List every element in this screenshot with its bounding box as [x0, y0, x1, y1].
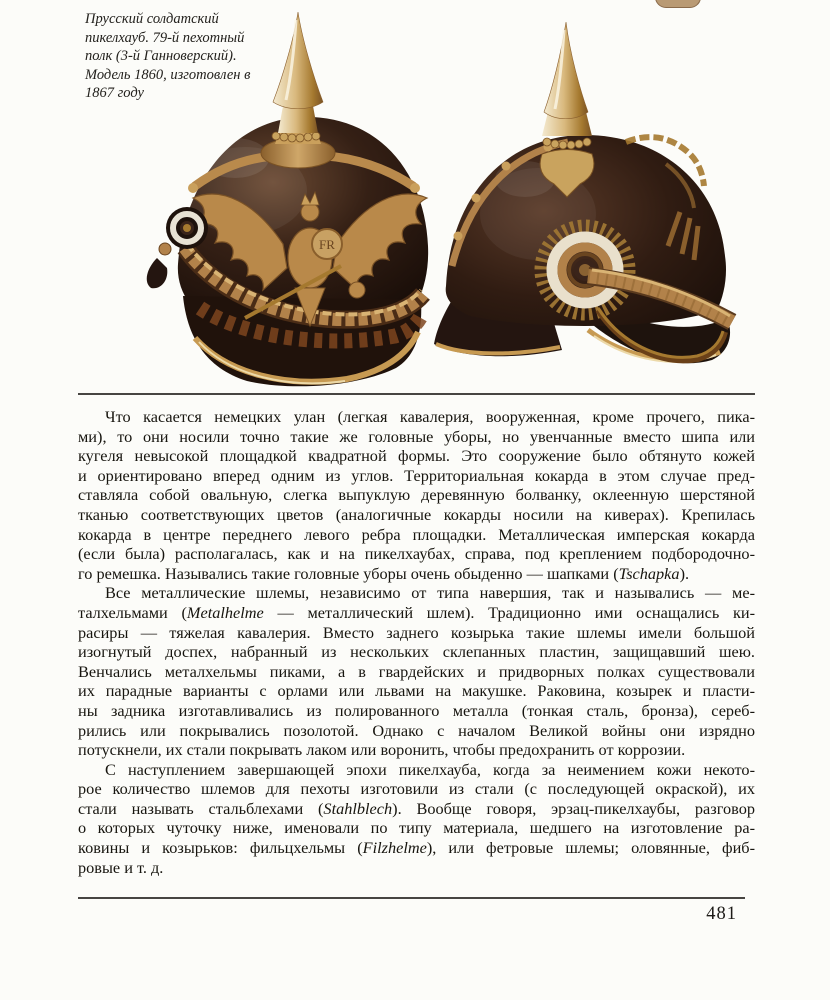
article-text [78, 407, 755, 877]
paragraph [78, 407, 755, 583]
caption-line: пикелхауб. 79-й пехотный [85, 29, 245, 46]
caption-line: Прусский солдатский [85, 11, 219, 27]
text-line: кугеля невысокой площадкой квадратной формы. Это сооружение было обтянуто кожей [78, 446, 755, 466]
caption-line: Модель 1860, изготовлен в [85, 66, 251, 83]
paragraph [78, 760, 755, 878]
text-line: ны задника изготавливались из полированного металла (тонкая сталь, бронза), сереб- [78, 700, 755, 720]
page-number: 481 [706, 904, 737, 924]
divider-top [78, 393, 755, 395]
text-line: ставляла собой овальную, слегка выпуклую деревянную болванку, оклеенную шерстяной [78, 485, 755, 505]
text-line: ми), то они носили точно такие же головные уборы, но увенчанные вместо шипа или [78, 426, 755, 446]
eagle-cipher: FR [319, 237, 335, 252]
text-line: ровые и т. д. [78, 857, 164, 877]
paragraph [78, 583, 755, 759]
text-line: Что касается немецких улан (легкая кавалерия, вооруженная, кроме прочего, пика- [105, 407, 755, 426]
text-line: Венчались металхельмы пиками, а в гвардейских и придворных полках существовали [78, 661, 755, 681]
text-line: талхельмами (Metalhelme — металлический шлем). Традиционно ими оснащались ки- [78, 602, 756, 622]
text-line: С наступлением завершающей эпохи пикелхауба, когда за неимением кожи некото- [105, 759, 755, 779]
text-line: рое количество шлемов для пехоты изготовили из стали (с последующей окраской), их [78, 779, 755, 799]
text-line: тканью соответствующих цветов (аналогичные кокарды носили на киверах). Крепилась [78, 504, 755, 524]
text-line: Все металлические шлемы, независимо от типа навершия, так и назывались — ме- [105, 583, 755, 603]
left-helmet-spike [261, 12, 335, 168]
text-line: их парадные варианты с орлами или львами на макушке. Раковина, козырек и пласти- [78, 681, 755, 701]
text-line: о которых чуточку ниже, именовали по типу материала, шедшего на изготовление ра- [78, 818, 755, 838]
text-line: расиры — тяжелая кавалерия. Вместо заднего козырька такие шлемы имели большой [78, 622, 755, 642]
text-line: (если была) располагалась, как и на пикелхаубах, справа, под креплением подбородочно- [78, 544, 755, 564]
right-helmet-photo [430, 14, 740, 369]
text-line: потускнели, их стали покрывать лаком или воронить, чтобы предохранить от коррозии. [78, 740, 686, 760]
text-line: и ориентировано вперед одним из углов. Территориальная кокарда в этом случае пред- [78, 465, 755, 485]
text-line: рились или покрывались позолотой. Однако с началом Великой войны они изрядно [78, 720, 755, 740]
text-line: стали называть стальблехами (Stahlblech). Вообще говоря, эрзац-пикелхаубы, разговор [78, 798, 755, 818]
text-line: го ремешка. Назывались такие головные уборы очень обыденно — шапками (Tschapka). [78, 563, 690, 583]
text-line: кокарда в центре переднего левого ребра площадки. Металлическая имперская кокарда [78, 524, 755, 544]
caption-line: полк (3-й Ганноверский). [85, 48, 237, 65]
left-helmet-photo [95, 6, 435, 391]
right-helmet-spike [540, 22, 594, 197]
divider-bottom [78, 897, 745, 899]
caption-line: 1867 году [85, 85, 144, 102]
page-top-fragment [655, 0, 701, 8]
text-line: ковины и козырьков: фильцхельмы (Filzhelme), или фетровые шлемы; оловянные, фиб- [78, 838, 755, 858]
text-line: изогнутый доспех, набранный из нескольких склепанных пластин, защищавший шею. [78, 642, 755, 662]
